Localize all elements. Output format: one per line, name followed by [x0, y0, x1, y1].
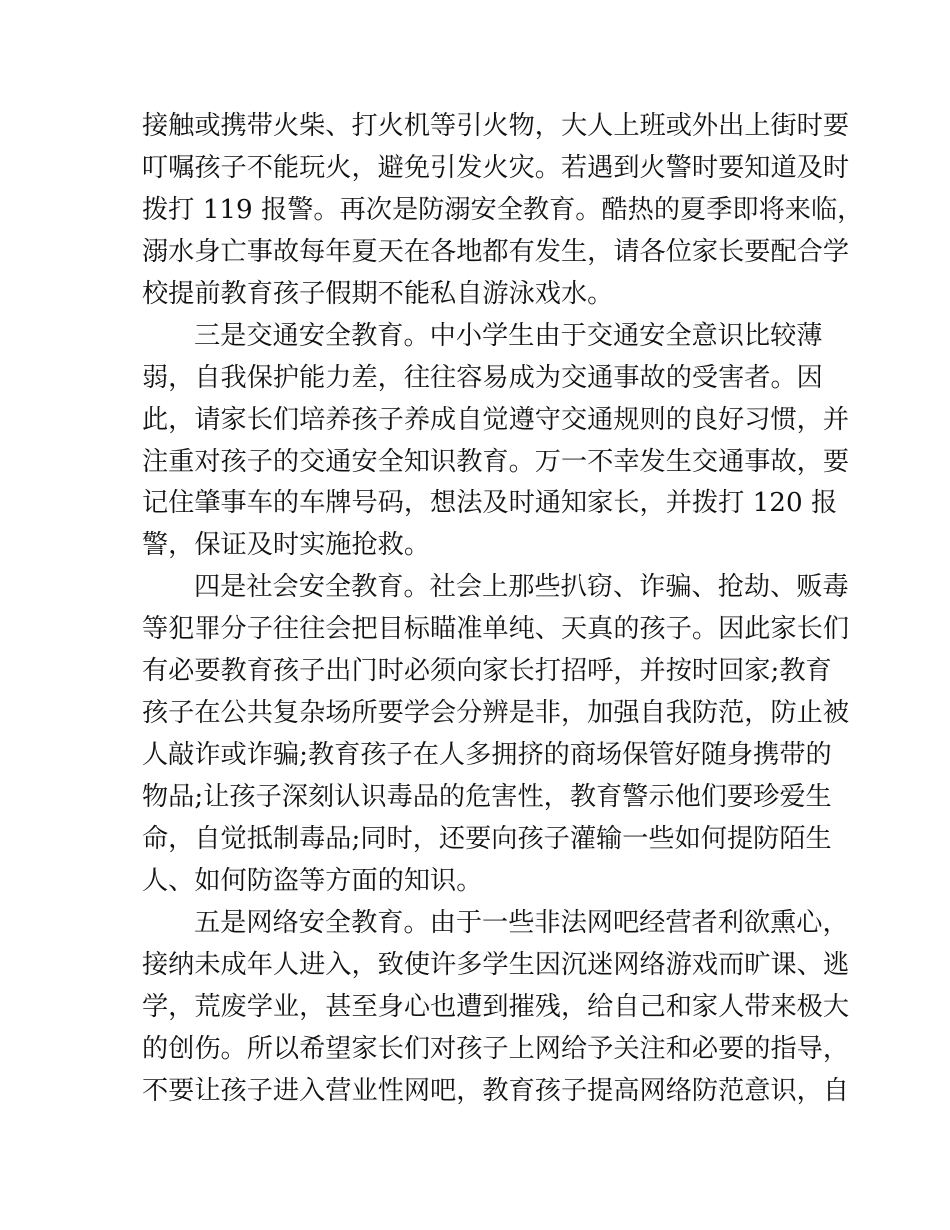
text-line: 注重对孩子的交通安全知识教育。万一不幸发生交通事故，要 — [142, 446, 850, 477]
text-line: 孩子在公共复杂场所要学会分辨是非，加强自我防范，防止被 — [142, 698, 850, 729]
document-body-text — [142, 106, 864, 1113]
text-line: 叮嘱孩子不能玩火，避免引发火灾。若遇到火警时要知道及时 — [142, 152, 850, 183]
text-line: 弱，自我保护能力差，往往容易成为交通事故的受害者。因 — [142, 362, 823, 393]
text-line: 的创伤。所以希望家长们对孩子上网给予关注和必要的指导， — [142, 1033, 850, 1064]
text-line: 物品;让孩子深刻认识毒品的危害性，教育警示他们要珍爱生 — [142, 782, 832, 812]
text-line: 人、如何防盗等方面的知识。 — [142, 865, 483, 896]
text-line: 不要让孩子进入营业性网吧，教育孩子提高网络防范意识，自 — [142, 1075, 850, 1106]
text-line: 接触或携带火柴、打火机等引火物，大人上班或外出上街时要 — [142, 111, 850, 141]
text-line: 等犯罪分子往往会把目标瞄准单纯、天真的孩子。因此家长们 — [142, 614, 850, 645]
paragraph-first-line: 三是交通安全教育。中小学生由于交通安全意识比较薄 — [194, 320, 823, 351]
paragraph-first-line: 四是社会安全教育。社会上那些扒窃、诈骗、抢劫、贩毒 — [194, 572, 849, 603]
text-line: 学，荒废学业，甚至身心也遭到摧残，给自己和家人带来极大 — [142, 991, 850, 1022]
text-line: 警，保证及时实施抢救。 — [142, 530, 431, 561]
text-line: 命，自觉抵制毒品;同时，还要向孩子灌输一些如何提防陌生 — [142, 823, 832, 854]
text-line: 有必要教育孩子出门时必须向家长打招呼，并按时回家;教育 — [142, 656, 832, 687]
text-line: 人敲诈或诈骗;教育孩子在人多拥挤的商场保管好随身携带的 — [142, 740, 832, 771]
text-line: 此，请家长们培养孩子养成自觉遵守交通规则的良好习惯，并 — [142, 404, 850, 435]
paragraph-first-line: 五是网络安全教育。由于一些非法网吧经营者利欲熏心， — [194, 907, 849, 938]
text-line: 接纳未成年人进入，致使许多学生因沉迷网络游戏而旷课、逃 — [142, 949, 850, 980]
text-line: 校提前教育孩子假期不能私自游泳戏水。 — [142, 278, 614, 309]
text-line: 溺水身亡事故每年夏天在各地都有发生，请各位家长要配合学 — [142, 236, 850, 267]
text-line: 拨打 119 报警。再次是防溺安全教育。酷热的夏季即将来临， — [142, 194, 864, 225]
text-line: 记住肇事车的车牌号码，想法及时通知家长，并拨打 120 报 — [142, 488, 838, 519]
